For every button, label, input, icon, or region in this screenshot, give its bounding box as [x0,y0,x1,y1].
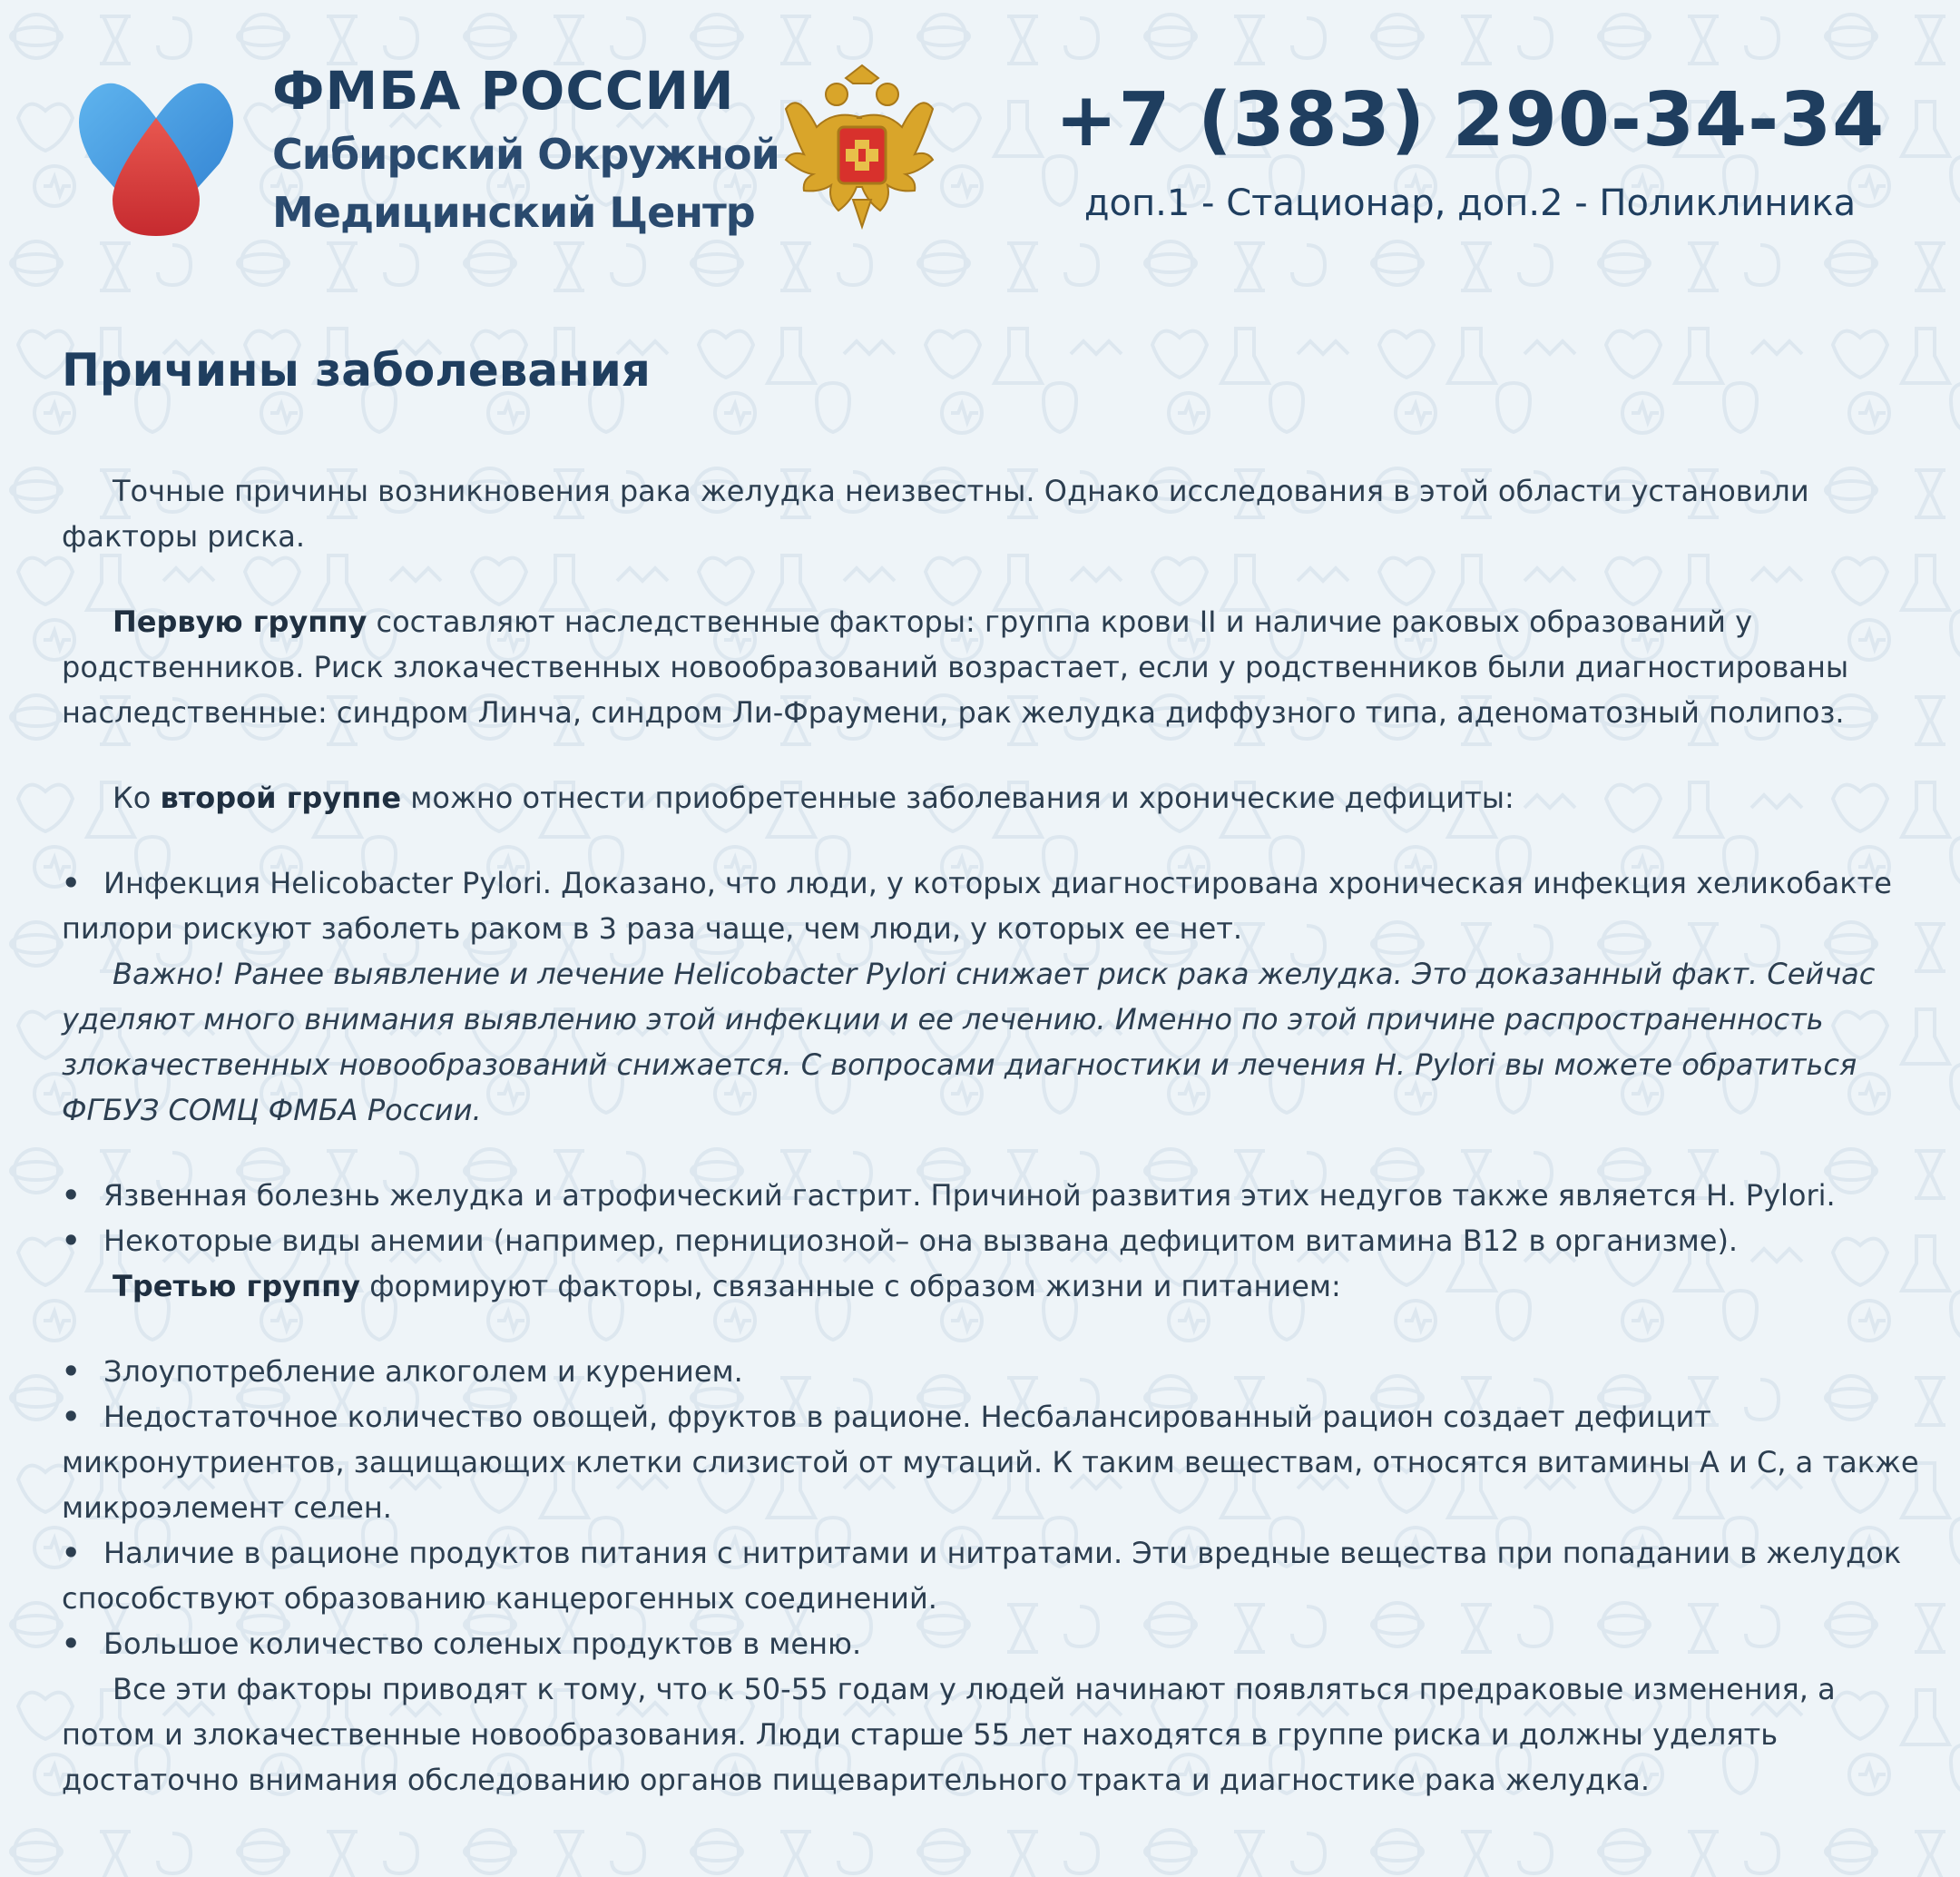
list-item-line-1: Наличие в рационе продуктов питания с нитритами и нитратами. Эти вредные вещества при попадании в желудок [103,1536,1902,1570]
important-line-2: уделяют много внимания выявлению этой инфекции и ее лечению. Именно по этой причине распространенность [62,1002,1824,1037]
important-line-1: Важно! Ранее выявление и лечение Helicobacter Pylori снижает риск рака желудка. Это доказанный факт. Сейчас [113,957,1876,991]
group-three-label: Третью группу [113,1269,361,1303]
group-two-paragraph [62,775,1949,821]
org-name: ФМБА РОССИИ [272,60,735,122]
list-item-text: Язвенная болезнь желудка и атрофический гастрит. Причиной развития этих недугов также является H. Pylori. [103,1178,1836,1213]
list-item-line-2: микронутриентов, защищающих клетки слизистой от мутаций. К таким веществам, относятся витамины А и С, а также [62,1445,1919,1479]
group-one-line-1: составляют наследственные факторы: группа крови II и наличие раковых образований у [367,604,1753,639]
group-one-label: Первую группу [113,604,368,639]
group-two-prefix: Ко [113,781,161,815]
contacts-block [1016,71,1924,231]
group-one-paragraph [62,599,1949,735]
list-item [62,1621,1949,1666]
bullet-icon: • [62,1400,81,1434]
bullet-icon: • [62,1536,81,1570]
double-headed-eagle-emblem-icon [782,64,942,238]
list-item-line-1: Инфекция Helicobacter Pylori. Доказано, что люди, у которых диагностирована хроническая инфекция хеликобакте [103,866,1892,900]
list-item-line-3: микроэлемент селен. [62,1490,392,1525]
article-content [62,336,1949,1803]
group-two-text: можно отнести приобретенные заболевания и хронические дефициты: [401,781,1514,815]
list-item [62,860,1949,951]
bullet-icon: • [62,866,81,900]
important-line-4: ФГБУЗ СОМЦ ФМБА России. [62,1093,482,1127]
group-one-line-3: наследственные: синдром Линча, синдром Ли-Фраумени, рак желудка диффузного типа, аденоматозный полипоз. [62,695,1845,730]
important-line-3: злокачественных новообразований снижается. С вопросами диагностики и лечения H. Pylori вы можете обратиться [62,1047,1857,1082]
bullet-icon: • [62,1223,81,1258]
blood-drop-heart-logo-icon[interactable] [65,54,247,236]
final-paragraph [62,1666,1949,1803]
organization-name-block [272,56,779,241]
intro-paragraph [62,468,1949,559]
article-title: Причины заболевания [62,344,651,397]
list-item [62,1530,1949,1621]
group-three-paragraph [62,1263,1949,1309]
org-sub-line1: Сибирский Окружной [272,130,779,179]
list-item [62,1218,1949,1263]
final-line-3: достаточно внимания обследованию органов пищеварительного тракта и диагностике рака желудка. [62,1763,1651,1797]
list-item-text: Большое количество соленых продуктов в меню. [103,1626,862,1661]
group-three-text: формируют факторы, связанные с образом жизни и питанием: [360,1269,1341,1303]
site-header [0,0,1960,272]
final-line-1: Все эти факторы приводят к тому, что к 50-55 годам у людей начинают появляться предраковые изменения, а [113,1672,1836,1706]
bullet-icon: • [62,1626,81,1661]
list-item [62,1349,1949,1394]
bullet-icon: • [62,1178,81,1213]
list-item-line-2: пилори рискуют заболеть раком в 3 раза чаще, чем люди, у которых ее нет. [62,911,1243,946]
phone-extensions-note: доп.1 - Стационар, доп.2 - Поликлиника [1083,182,1857,224]
list-item [62,1173,1949,1218]
final-line-2: потом и злокачественные новообразования. Люди старше 55 лет находятся в группе риска и должны уделять [62,1717,1779,1752]
list-item-text: Злоупотребление алкоголем и курением. [103,1354,743,1389]
org-sub-line2: Медицинский Центр [272,188,755,237]
intro-line-2: факторы риска. [62,519,306,554]
group-one-line-2: родственников. Риск злокачественных новообразований возрастает, если у родственников были диагностированы [62,650,1849,684]
bullet-icon: • [62,1354,81,1389]
list-item-text: Некоторые виды анемии (например, пернициозной– она вызвана дефицитом витамина B12 в организме). [103,1223,1739,1258]
list-item-line-2: способствуют образованию канцерогенных соединений. [62,1581,937,1616]
important-note [62,951,1949,1133]
list-item-line-1: Недостаточное количество овощей, фруктов в рационе. Несбалансированный рацион создает дефицит [103,1400,1711,1434]
group-two-label: второй группе [160,781,402,815]
phone-number[interactable]: +7 (383) 290-34-34 [1054,77,1886,163]
list-item [62,1394,1949,1530]
intro-line-1: Точные причины возникновения рака желудка неизвестны. Однако исследования в этой области установили [113,474,1809,508]
